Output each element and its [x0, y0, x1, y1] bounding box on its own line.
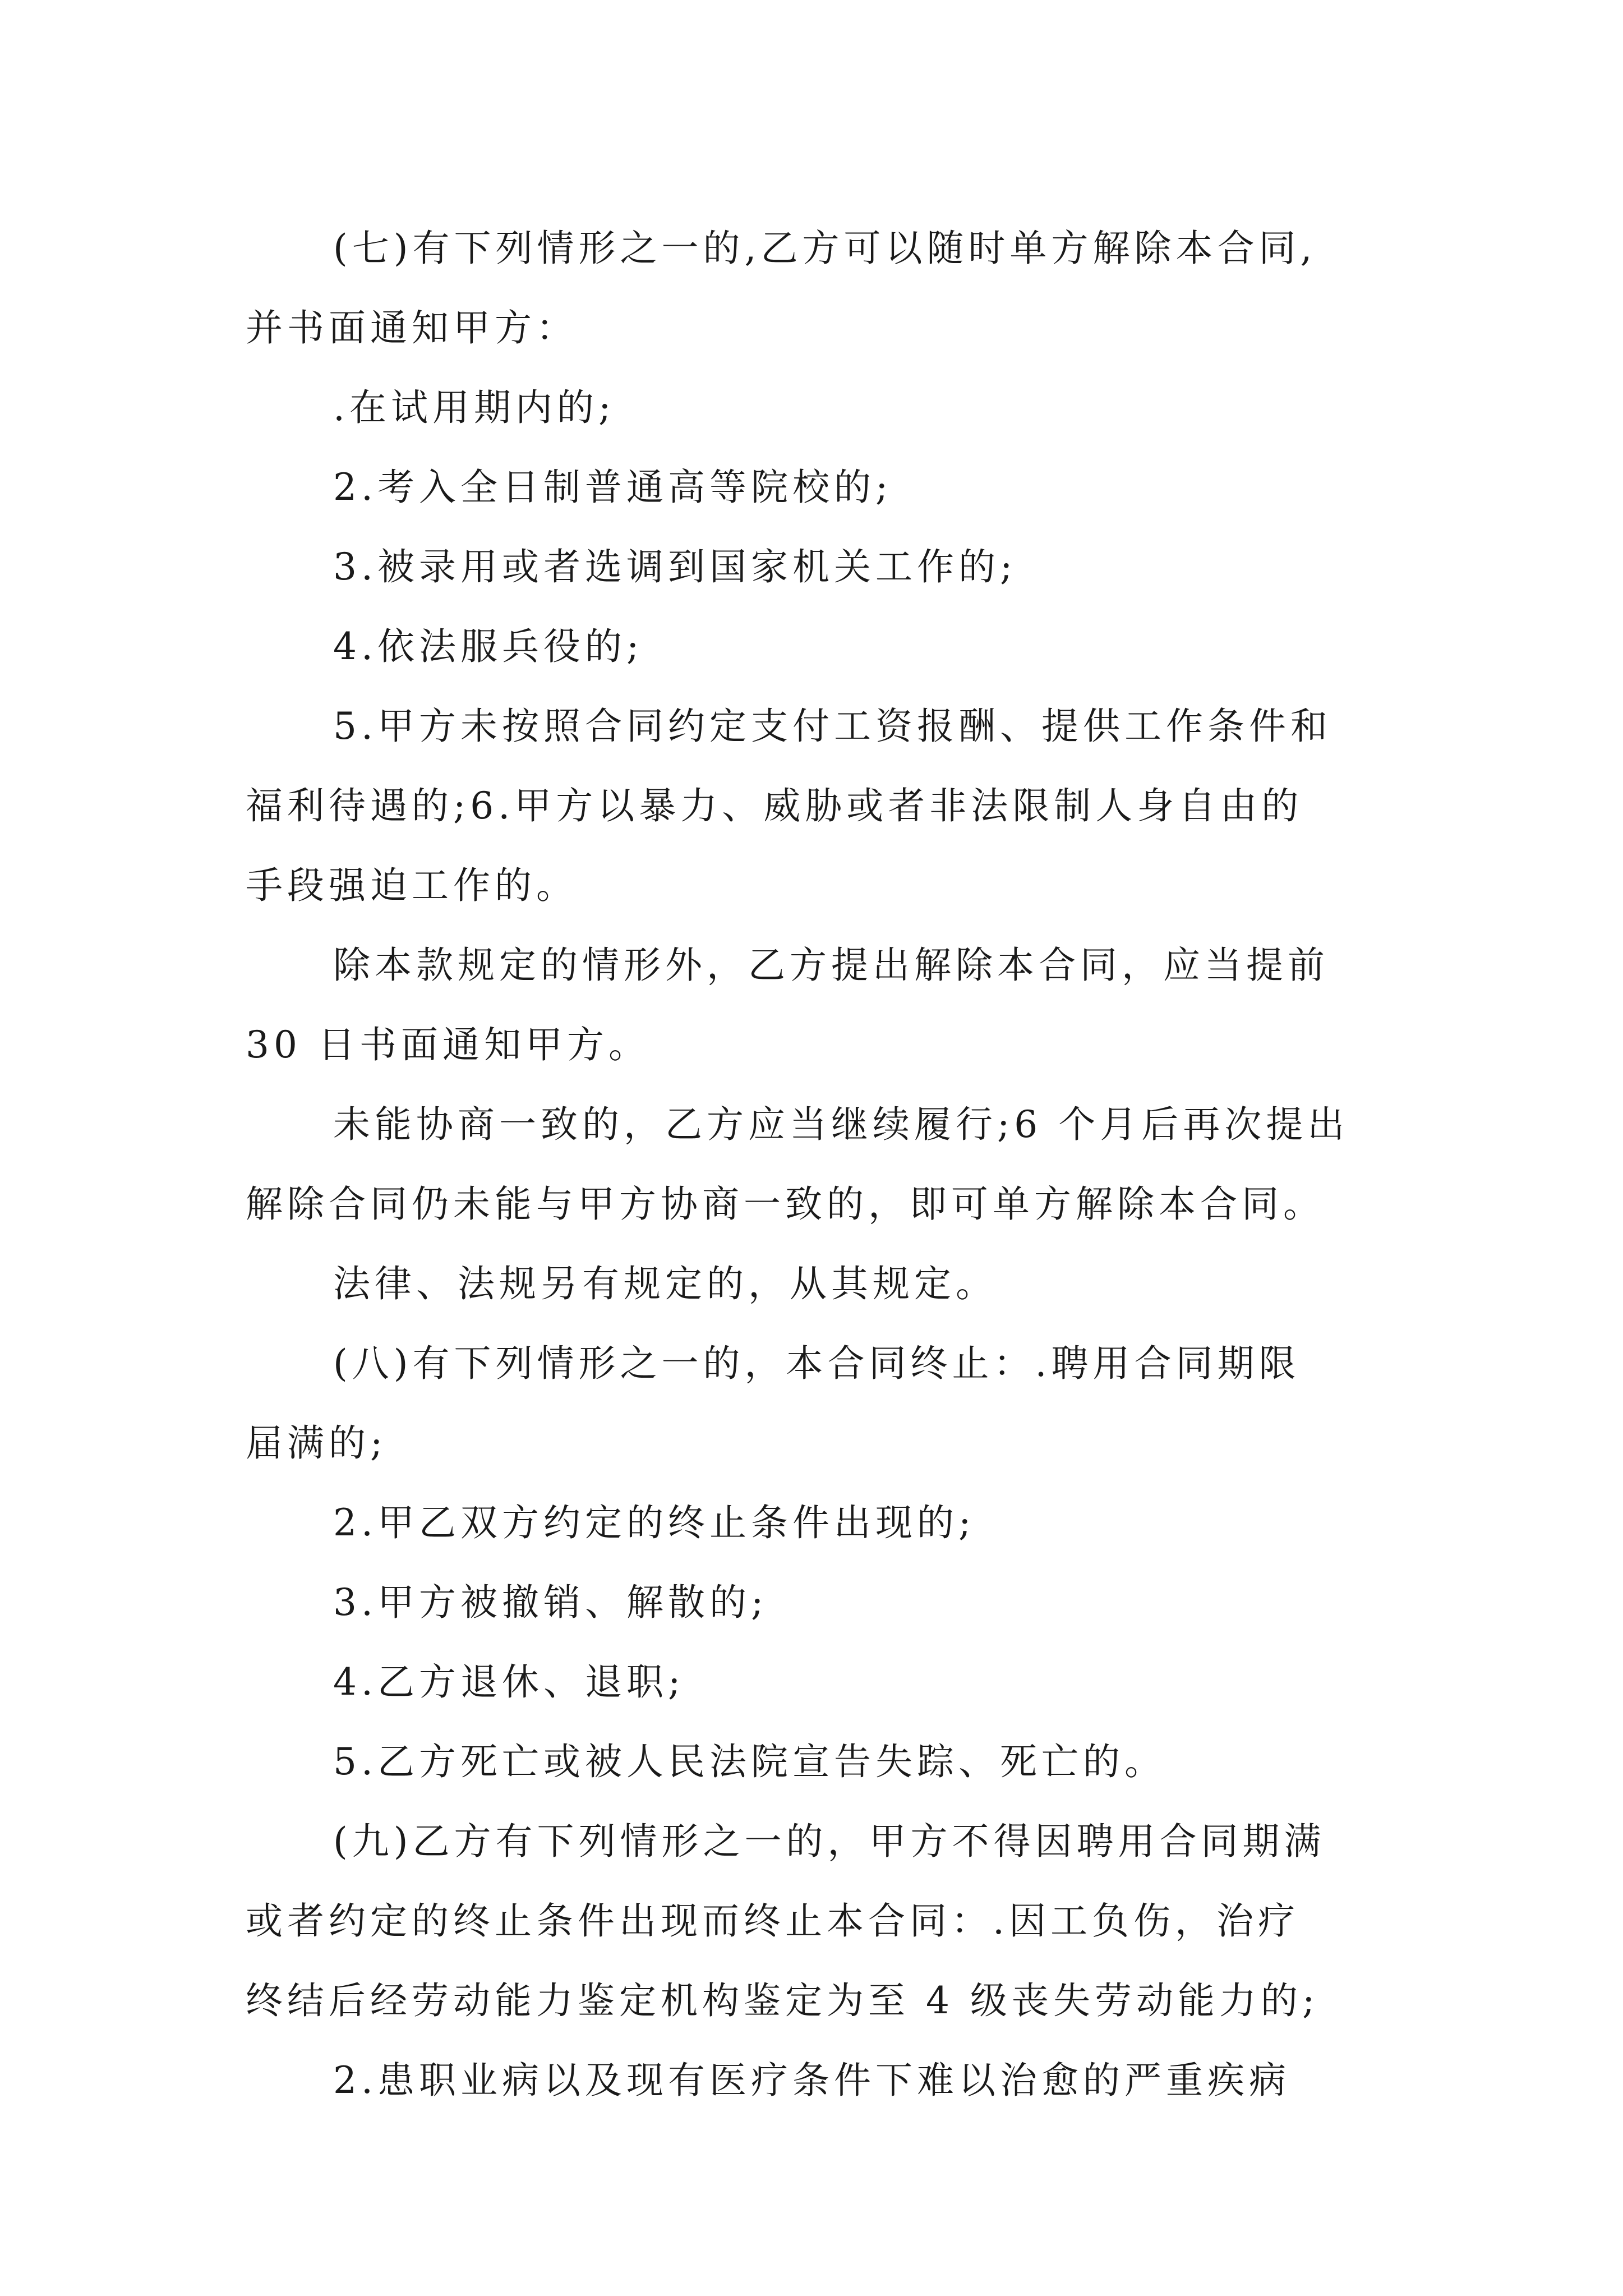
text-line: 福利待遇的;6.甲方以暴力、威胁或者非法限制人身自由的	[246, 784, 1303, 827]
text-line: 2.甲乙双方约定的终止条件出现的;	[333, 1501, 976, 1544]
text-line: 3.被录用或者选调到国家机关工作的;	[333, 545, 1017, 588]
text-line: 3.甲方被撤销、解散的;	[333, 1581, 768, 1624]
text-line: 或者约定的终止条件出现而终止本合同：.因工负伤，治疗	[246, 1899, 1299, 1943]
text-line: 4.乙方退休、退职;	[333, 1660, 685, 1704]
text-line: 2.患职业病以及现有医疗条件下难以治愈的严重疾病	[333, 2059, 1290, 2102]
text-line: 解除合同仍未能与甲方协商一致的，即可单方解除本合同。	[246, 1182, 1325, 1226]
list-item	[246, 687, 1384, 926]
paragraph	[246, 1085, 1384, 1244]
text-line: (八)有下列情形之一的，本合同终止：.聘用合同期限	[333, 1342, 1301, 1385]
list-item	[246, 448, 1384, 527]
text-line: 法律、法规另有规定的，从其规定。	[333, 1262, 997, 1305]
list-item	[246, 2041, 1384, 2120]
list-item	[246, 1563, 1384, 1642]
text-line: 5.甲方未按照合同约定支付工资报酬、提供工作条件和	[333, 705, 1332, 748]
paragraph-clause-8	[246, 1324, 1384, 1483]
list-item	[246, 1642, 1384, 1722]
text-line: 5.乙方死亡或被人民法院宣告失踪、死亡的。	[333, 1740, 1166, 1783]
paragraph	[246, 926, 1384, 1085]
text-line: (九)乙方有下列情形之一的，甲方不得因聘用合同期满	[333, 1820, 1326, 1863]
text-line: 届满的;	[246, 1421, 388, 1465]
list-item	[246, 1722, 1384, 1802]
list-item	[246, 607, 1384, 687]
text-line: 除本款规定的情形外，乙方提出解除本合同，应当提前	[333, 944, 1329, 987]
list-item	[246, 368, 1384, 448]
text-line: 2.考入全日制普通高等院校的;	[333, 466, 893, 509]
text-line: 手段强迫工作的。	[246, 864, 578, 907]
list-item	[246, 527, 1384, 607]
paragraph-clause-9	[246, 1802, 1384, 2041]
text-line: 未能协商一致的，乙方应当继续履行;6 个月后再次提出	[333, 1103, 1349, 1146]
list-item	[246, 1483, 1384, 1563]
paragraph-clause-7	[246, 209, 1384, 368]
document-body	[246, 209, 1384, 2120]
paragraph	[246, 1244, 1384, 1324]
text-line: (七)有下列情形之一的,乙方可以随时单方解除本合同,	[333, 227, 1317, 270]
text-line: 并书面通知甲方：	[246, 306, 578, 349]
text-line: 终结后经劳动能力鉴定机构鉴定为至 4 级丧失劳动能力的;	[246, 1979, 1320, 2022]
text-line: 30 日书面通知甲方。	[246, 1023, 650, 1066]
text-line: .在试用期内的;	[333, 386, 616, 429]
text-line: 4.依法服兵役的;	[333, 625, 644, 668]
